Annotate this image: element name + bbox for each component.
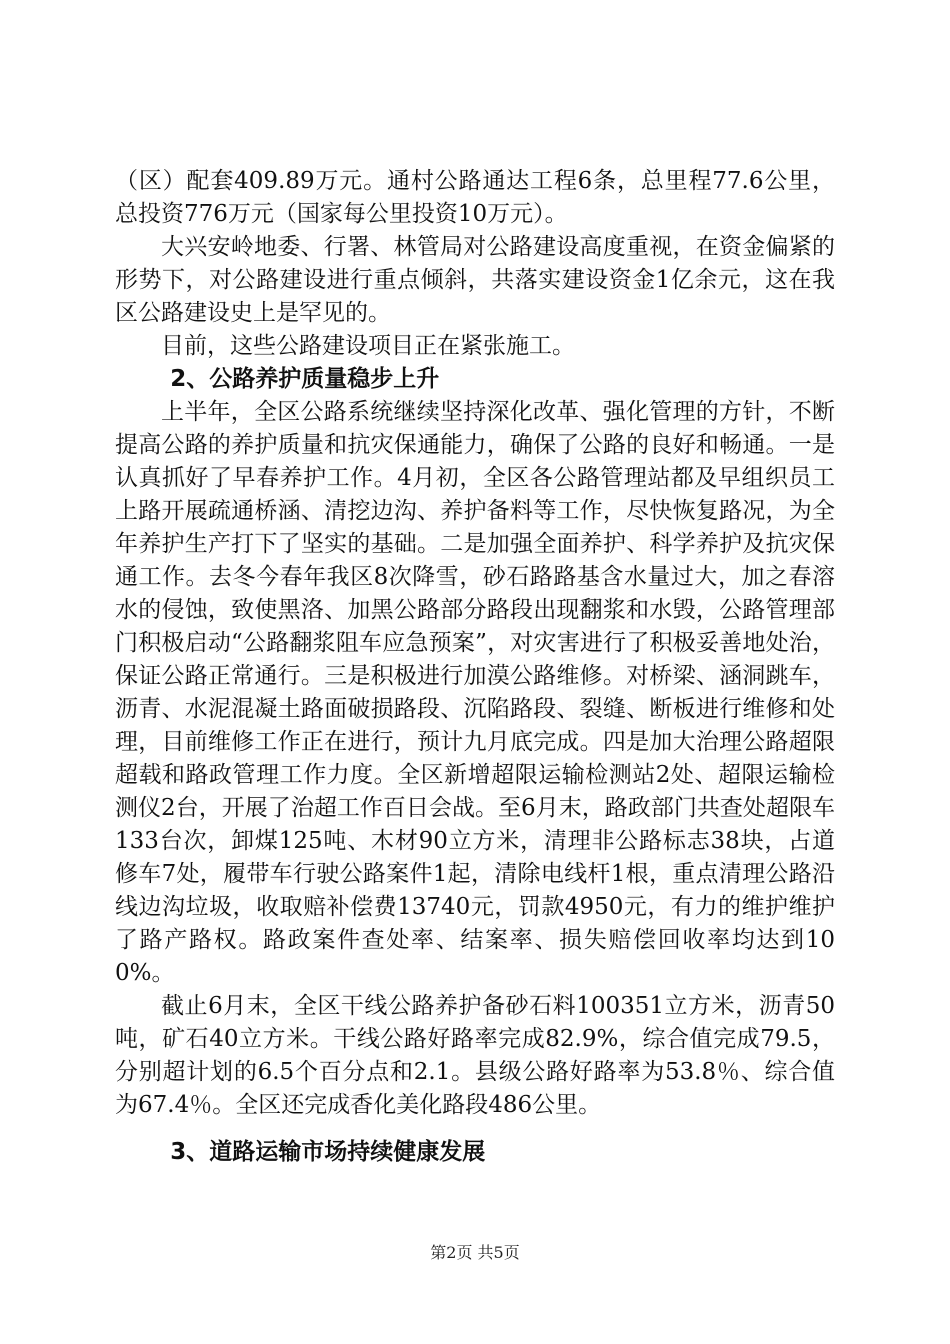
paragraph-maintenance-details: 上半年，全区公路系统继续坚持深化改革、强化管理的方针，不断提高公路的养护质量和抗灾保通能力，确保了公路的良好和畅通。一是认真抓好了早春养护工作。4月初，全区各公路管理站都及早组织员工上路开展疏通桥涵、清挖边沟、养护备料等工作，尽快恢复路况，为全年养护生产打下了坚实的基础。二是加强全面养护、科学养护及抗灾保通工作。去冬今春年我区8次降雪，砂石路路基含水量过大，加之春溶水的侵蚀，致使黑洛、加黑公路部分路段出现翻浆和水毁，公路管理部门积极启动“公路翻浆阻车应急预案”，对灾害进行了积极妥善地处治，保证公路正常通行。三是积极进行加漠公路维修。对桥梁、涵洞跳车，沥青、水泥混凝土路面破损路段、沉陷路段、裂缝、断板进行维修和处理，目前维修工作正在进行，预计九月底完成。四是加大治理公路超限超载和路政管理工作力度。全区新增超限运输检测站2处、超限运输检测仪2台，开展了治超工作百日会战。至6月末，路政部门共查处超限车133台次，卸煤125吨、木材90立方米，清理非公路标志38块，占道修车7处，履带车行驶公路案件1起，清除电线杆1根，重点清理公路沿线边沟垃圾，收取赔补偿费13740元，罚款4950元，有力的维护维护了路产路权。路政案件查处率、结案率、损失赔偿回收率均达到100%。 [115,399,835,986]
section-heading-transport-market: 3、道路运输市场持续健康发展 [170,1139,486,1165]
document-body [115,165,835,1169]
section-heading-road-maintenance: 2、公路养护质量稳步上升 [170,366,440,392]
paragraph-maintenance-stats: 截止6月末，全区干线公路养护备砂石料100351立方米，沥青50吨，矿石40立方米。干线公路好路率完成82.9%，综合值完成79.5，分别超计划的6.5个百分点和2.1。县级公路好路率为53.8％、综合值为67.4％。全区还完成香化美化路段486公里。 [115,993,835,1118]
paragraph-construction-status: 目前，这些公路建设项目正在紧张施工。 [161,333,575,359]
paragraph-leadership: 大兴安岭地委、行署、林管局对公路建设高度重视，在资金偏紧的形势下，对公路建设进行重点倾斜，共落实建设资金1亿余元，这在我区公路建设史上是罕见的。 [115,234,835,326]
page-number-footer: 第2页 共5页 [430,1243,520,1262]
paragraph-funding: （区）配套409.89万元。通村公路通达工程6条，总里程77.6公里，总投资776万元（国家每公里投资10万元）。 [115,168,835,227]
